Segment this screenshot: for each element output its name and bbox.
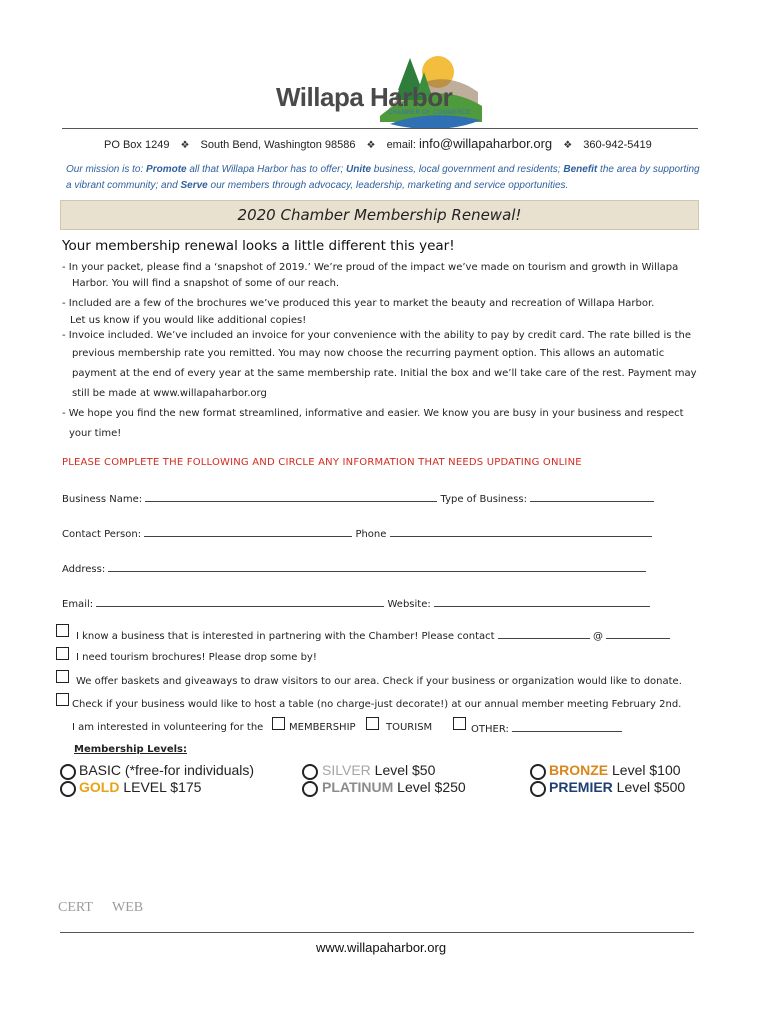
platinum-level: PLATINUM Level $250	[322, 779, 466, 795]
partner-checkbox[interactable]	[56, 624, 69, 637]
premier-level: PREMIER Level $500	[549, 779, 686, 795]
basic-level: BASIC (*free-for individuals)	[79, 762, 255, 778]
tourism-label: TOURISM	[386, 722, 433, 733]
list-item: - We hope you find the new format streamlined, informative and easier. We know you are busy in your business and respect	[62, 408, 684, 419]
brochures-label: I need tourism brochures! Please drop some by!	[76, 652, 317, 663]
intro-heading: Your membership renewal looks a little different this year!	[62, 238, 455, 254]
address-label: Address:	[62, 564, 106, 575]
donate-label: We offer baskets and giveaways to draw visitors to our area. Check if your business or organization would like to donate.	[76, 676, 682, 687]
type-of-business-field[interactable]	[530, 492, 654, 502]
business-name-row	[62, 492, 654, 505]
cert-label: CERT	[58, 900, 93, 915]
gold-name: GOLD	[79, 779, 120, 795]
gold-radio[interactable]	[60, 781, 76, 797]
email-row	[62, 597, 650, 610]
bronze-name: BRONZE	[549, 762, 609, 778]
email-label: Email:	[62, 599, 94, 610]
list-item: your time!	[69, 428, 122, 439]
separator-icon: ❖	[180, 140, 190, 151]
type-of-business-label: Type of Business:	[440, 494, 527, 505]
membership-label: MEMBERSHIP	[289, 722, 356, 733]
other-field[interactable]	[512, 722, 622, 732]
membership-checkbox[interactable]	[272, 717, 285, 730]
header-rule	[62, 128, 698, 129]
logo-subtitle: CHAMBER OF COMMERCE	[388, 110, 472, 116]
list-item: Harbor. You will find a snapshot of some of our reach.	[72, 278, 340, 289]
bullet-list	[62, 260, 712, 444]
city-address: South Bend, Washington 98586	[200, 139, 356, 151]
list-item: - Included are a few of the brochures we’ve produced this year to market the beauty and recreation of Willapa Harbor.	[62, 298, 655, 309]
mission-keyword: Unite	[346, 164, 372, 175]
premier-name: PREMIER	[549, 779, 613, 795]
address-field[interactable]	[108, 562, 646, 572]
separator-icon: ❖	[563, 140, 573, 151]
host-table-checkbox[interactable]	[56, 693, 69, 706]
mission-keyword: Serve	[180, 180, 208, 191]
mission-keyword: Benefit	[563, 164, 598, 175]
other-label: OTHER:	[471, 724, 509, 735]
partner-label: I know a business that is interested in partnering with the Chamber! Please contact	[76, 631, 495, 642]
page-title: 2020 Chamber Membership Renewal!	[237, 206, 522, 224]
list-item: - Invoice included. We’ve included an invoice for your convenience with the ability to pay by credit card. The rate billed is the	[62, 330, 692, 341]
membership-levels-heading: Membership Levels:	[74, 744, 187, 755]
partner-email-field[interactable]	[606, 629, 670, 639]
contact-line	[104, 136, 652, 151]
partner-name-field[interactable]	[498, 629, 590, 639]
logo-name: Willapa Harbor	[276, 82, 453, 112]
address-row	[62, 562, 646, 575]
partner-row	[76, 629, 670, 642]
logo	[270, 50, 485, 130]
po-box: PO Box 1249	[104, 139, 170, 151]
email-address[interactable]: info@willapaharbor.org	[418, 136, 553, 151]
footer-rule	[60, 932, 694, 933]
contact-person-row	[62, 527, 652, 540]
tourism-checkbox[interactable]	[366, 717, 379, 730]
silver-level: SILVER Level $50	[322, 762, 436, 778]
volunteer-label: I am interested in volunteering for the	[72, 722, 264, 733]
website-field[interactable]	[434, 597, 650, 607]
website-label: Website:	[387, 599, 431, 610]
list-item: previous membership rate you remitted. You may now choose the recurring payment option. This allows an automatic	[72, 348, 665, 359]
donate-checkbox[interactable]	[56, 670, 69, 683]
mission-statement: Our mission is to: Promote all that Willapa Harbor has to offer; Unite business, local government and residents; Benefit the area by supporting a vibrant community; and Serve our members through advocacy, leadership, marketing and service opportunities.	[66, 164, 700, 191]
email-field[interactable]	[96, 597, 384, 607]
email-label: email:	[386, 139, 416, 151]
silver-radio[interactable]	[302, 764, 318, 780]
brochures-checkbox[interactable]	[56, 647, 69, 660]
phone-label: Phone	[355, 529, 387, 540]
web-label: WEB	[112, 900, 144, 915]
premier-radio[interactable]	[530, 781, 546, 797]
other-checkbox[interactable]	[453, 717, 466, 730]
platinum-name: PLATINUM	[322, 779, 394, 795]
other-row	[471, 722, 622, 735]
separator-icon: ❖	[366, 140, 376, 151]
list-item: - In your packet, please find a ‘snapshot of 2019.’ We’re proud of the impact we’ve made on tourism and growth in Willapa	[62, 262, 679, 273]
list-item: Let us know if you would like additional copies!	[70, 315, 307, 326]
business-name-label: Business Name:	[62, 494, 143, 505]
mission-keyword: Promote	[146, 164, 187, 175]
bronze-level: BRONZE Level $100	[549, 762, 681, 778]
phone-field[interactable]	[390, 527, 652, 537]
bronze-radio[interactable]	[530, 764, 546, 780]
phone-number: 360-942-5419	[583, 139, 652, 151]
list-item: payment at the end of every year at the same membership rate. Initial the box and we’ll take care of the rest. Payment may	[72, 368, 697, 379]
instruction-text: PLEASE COMPLETE THE FOLLOWING AND CIRCLE ANY INFORMATION THAT NEEDS UPDATING ONLINE	[62, 457, 582, 468]
basic-radio[interactable]	[60, 764, 76, 780]
business-name-field[interactable]	[145, 492, 437, 502]
contact-person-label: Contact Person:	[62, 529, 142, 540]
contact-person-field[interactable]	[144, 527, 352, 537]
at-sign: @	[592, 631, 603, 642]
silver-name: SILVER	[322, 762, 371, 778]
host-table-label: Check if your business would like to host a table (no charge-just decorate!) at our annual member meeting February 2nd.	[72, 699, 682, 710]
gold-level: GOLD LEVEL $175	[79, 779, 202, 795]
platinum-radio[interactable]	[302, 781, 318, 797]
list-item: still be made at www.willapaharbor.org	[72, 388, 267, 399]
title-bar	[60, 200, 699, 230]
footer-website[interactable]: www.willapaharbor.org	[316, 940, 447, 955]
